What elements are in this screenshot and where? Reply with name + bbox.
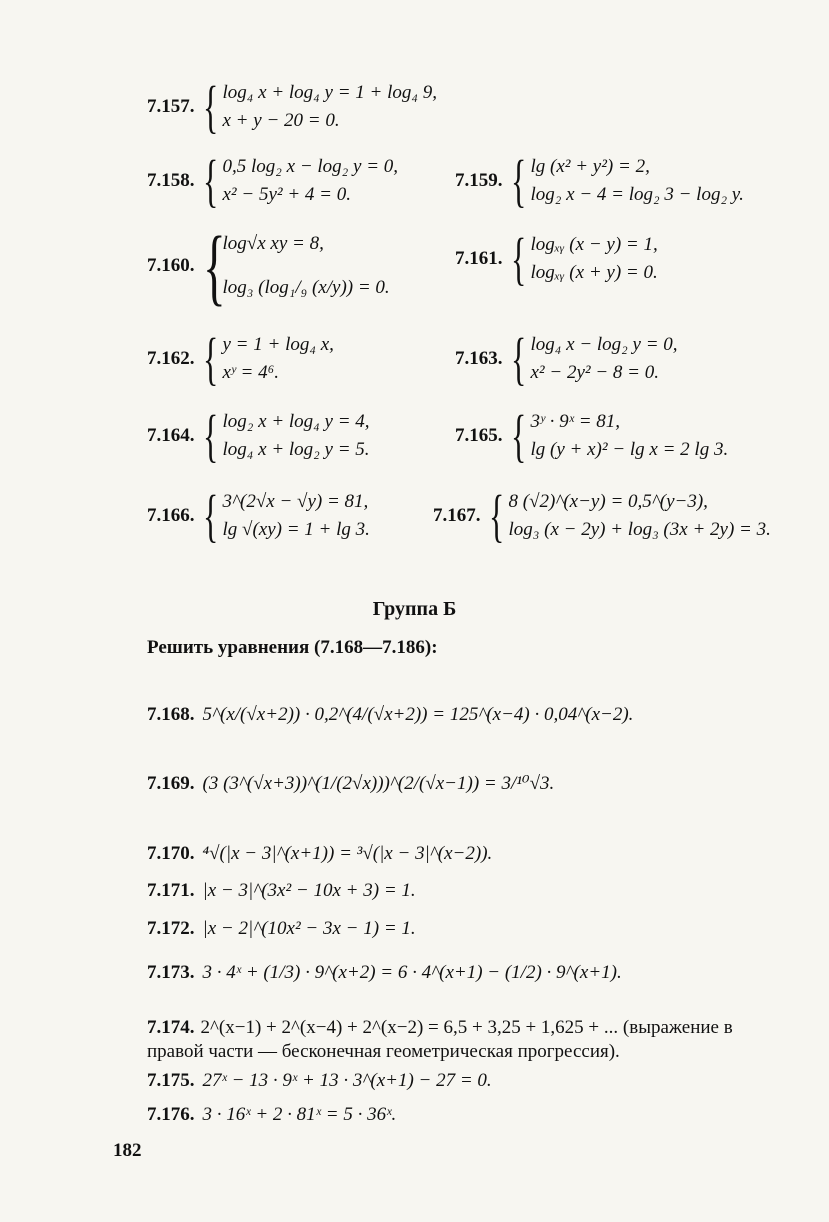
system-line: y = 1 + log₄ x, (222, 334, 334, 355)
system-line: x² − 2y² − 8 = 0. (530, 362, 659, 383)
problem-number: 7.170. (147, 843, 195, 864)
equation-text: (3 (3^(√x+3))^(1/(2√x)))^(2/(√x−1)) = 3/¹⁰√3. (202, 773, 555, 794)
problem-number: 7.166. (147, 505, 195, 526)
system-line: log₄ x + log₂ y = 5. (222, 439, 370, 460)
equation-7-169 (147, 772, 554, 795)
problem-7-159 (455, 148, 744, 213)
system-line: logₓᵧ (x − y) = 1, (530, 234, 658, 255)
system-line: lg (y + x)² − lg x = 2 lg 3. (530, 439, 729, 460)
system-line: log√x xy = 8, (222, 233, 324, 254)
problem-text: 2^(x−1) + 2^(x−4) + 2^(x−2) = 6,5 + 3,25 + 1,625 + ... (выражение в правой части — бесконечная геометрическая прогрессия). (147, 1017, 733, 1062)
problem-number: 7.173. (147, 962, 195, 983)
problem-number: 7.174. (147, 1017, 195, 1038)
problem-number: 7.171. (147, 880, 195, 901)
system-line: log₂ x − 4 = log₂ 3 − log₂ y. (530, 184, 744, 205)
equation-text: 3 · 4ˣ + (1/3) · 9^(x+2) = 6 · 4^(x+1) − (1/2) · 9^(x+1). (202, 962, 622, 983)
problem-number: 7.162. (147, 348, 195, 369)
system-brace: { (202, 483, 218, 548)
problem-number: 7.168. (147, 704, 195, 725)
group-heading: Группа Б (372, 598, 457, 620)
system-brace: { (202, 326, 218, 391)
system-line: x + y − 20 = 0. (222, 110, 340, 131)
problem-7-163 (455, 326, 678, 391)
problem-number: 7.161. (455, 248, 503, 269)
instruction-text: Решить уравнения (7.168—7.186): (147, 637, 438, 658)
system-line: lg √(xy) = 1 + lg 3. (222, 519, 370, 540)
system-line: log₄ x − log₂ y = 0, (530, 334, 678, 355)
system-line: xʸ = 4⁶. (222, 362, 279, 383)
system-line: log₄ x + log₄ y = 1 + log₄ 9, (222, 82, 437, 103)
system-line: 3^(2√x − √y) = 81, (222, 491, 369, 512)
problem-number: 7.165. (455, 425, 503, 446)
problem-number: 7.164. (147, 425, 195, 446)
equation-text: ⁴√(|x − 3|^(x+1)) = ³√(|x − 3|^(x−2)). (202, 843, 493, 864)
problem-number: 7.176. (147, 1104, 195, 1125)
equation-7-173 (147, 962, 622, 984)
equation-text: |x − 3|^(3x² − 10x + 3) = 1. (202, 880, 416, 901)
problem-number: 7.160. (147, 255, 195, 276)
system-brace: { (510, 326, 526, 391)
system-line: lg (x² + y²) = 2, (530, 156, 650, 177)
system-line: x² − 5y² + 4 = 0. (222, 184, 351, 205)
problem-7-162 (147, 326, 334, 391)
problem-7-157 (147, 74, 437, 139)
equation-7-170 (147, 843, 492, 865)
problem-7-161 (455, 226, 658, 291)
equation-text: 27ˣ − 13 · 9ˣ + 13 · 3^(x+1) − 27 = 0. (202, 1070, 492, 1091)
problem-number: 7.163. (455, 348, 503, 369)
problem-number: 7.169. (147, 773, 195, 794)
problem-number: 7.175. (147, 1070, 195, 1091)
problem-7-164 (147, 403, 370, 468)
equation-7-171 (147, 880, 416, 902)
system-brace: { (202, 403, 218, 468)
problem-7-158 (147, 148, 399, 213)
system-line: 3ʸ · 9ˣ = 81, (530, 411, 621, 432)
equation-text: 5^(x/(√x+2)) · 0,2^(4/(√x+2)) = 125^(x−4) · 0,04^(x−2). (202, 704, 634, 725)
system-line: logₓᵧ (x + y) = 0. (530, 262, 658, 283)
problem-number: 7.157. (147, 96, 195, 117)
system-line: log₃ (log₁/₉ (x/y)) = 0. (222, 277, 390, 298)
problem-number: 7.158. (147, 170, 195, 191)
problem-number: 7.159. (455, 170, 503, 191)
equation-text: 3 · 16ˣ + 2 · 81ˣ = 5 · 36ˣ. (202, 1104, 397, 1125)
problem-7-167 (433, 483, 771, 548)
equation-7-176 (147, 1104, 396, 1126)
system-brace: { (202, 74, 218, 139)
problem-7-166 (147, 483, 370, 548)
system-brace: { (202, 218, 226, 314)
page-number: 182 (113, 1140, 142, 1161)
system-brace: { (510, 403, 526, 468)
equation-7-168 (147, 704, 633, 726)
problem-7-174 (113, 1016, 758, 1064)
equation-text: |x − 2|^(10x² − 3x − 1) = 1. (202, 918, 416, 939)
system-brace: { (510, 148, 526, 213)
system-line: 8 (√2)^(x−y) = 0,5^(y−3), (508, 491, 708, 512)
equation-7-175 (147, 1070, 492, 1092)
problem-7-165 (455, 403, 729, 468)
system-brace: { (510, 226, 526, 291)
system-brace: { (488, 483, 504, 548)
system-line: log₃ (x − 2y) + log₃ (3x + 2y) = 3. (508, 519, 771, 540)
system-line: log₂ x + log₄ y = 4, (222, 411, 370, 432)
problem-number: 7.172. (147, 918, 195, 939)
equation-7-172 (147, 918, 416, 940)
system-line: 0,5 log₂ x − log₂ y = 0, (222, 156, 399, 177)
problem-number: 7.167. (433, 505, 481, 526)
system-brace: { (202, 148, 218, 213)
problem-7-160 (147, 218, 390, 314)
